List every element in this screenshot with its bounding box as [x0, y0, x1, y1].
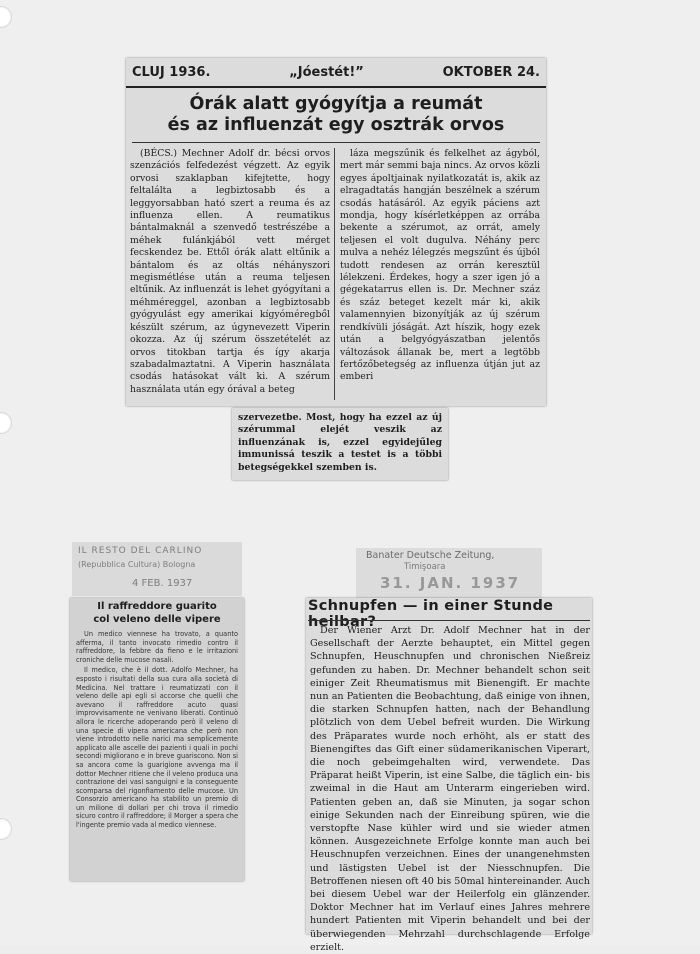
column-divider — [334, 148, 335, 400]
stamp-place: Timişoara — [404, 562, 446, 572]
newspaper-stamp — [356, 548, 542, 598]
article-body — [310, 624, 590, 954]
paragraph: Il medico, che è il dott. Adolfo Mechner, ha esposto i risultati della sua cura alla società di Medicina. Nel trattare i reumatizzati con il veleno delle api egli si accorse che quelli che avevano il raffreddore acuto quasi improvvisamente ne venivano liberati. Continuò allora le ricerche adoperando però il veleno di una specie di vipera americana che però non viene introdotto nelle narici ma semplicemente applicato alle ascelle dei pazienti i quali in pochi secondi migliorano e in breve guariscono. Non si sa ancora come la guarigione avvenga ma il dottor Mechner ritiene che il veleno produca una contrazione dei vasi sanguigni e la conseguente scomparsa del rigonfiamento delle mucose. Un Consorzio americano ha stabilito un premio di un milione di dollari per chi trova il rimedio sicuro contro il raffreddore; il Morger a spera che l'ingente premio vada al medico viennese. — [76, 666, 238, 830]
divider — [308, 620, 590, 621]
paragraph: láza megszűnik és felkelhet az ágyból, mert már semmi baja nincs. Az orvos közli egyes ápoltjainak nyilatkozatát is, akik az elragadtatás hangján beszélnek a szérum csodás hatásáról. Az egyik páciens azt mondja, hogy kísérletképpen az orrába bekente a szérumot, az orrát, amely teljesen el volt dugulva. Néhány perc mulva a nehéz lélegzés megszűnt és újból tudott rendesen az orrán keresztül lélekzeni. Érdekes, hogy a szer igen jó a gégekatarrus ellen is. Dr. Mechner száz és száz beteget kezelt már ki, akik valamennyien bizonyítják az új szérum rendkívüli jóságát. Azt híszik, hogy ezek után a belgyógyászatban jelentős változások állanak be, mert a legtöbb fertőzőbetegség az influenza útján jut az emberi — [340, 148, 541, 383]
stamp-place: (Repubblica Cultura) Bologna — [78, 560, 196, 569]
headline-line: col veleno delle vipere — [93, 614, 221, 625]
article-column-right — [340, 148, 540, 384]
headline-line: Il raffreddore guarito — [97, 601, 217, 612]
clipping-header — [126, 58, 546, 88]
newspaper-name: „Jóestét!” — [289, 64, 364, 80]
punch-hole — [0, 6, 12, 28]
headline-line: Órák alatt gyógyítja a reumát — [189, 94, 483, 114]
punch-hole — [0, 818, 12, 840]
italian-clipping — [70, 598, 244, 881]
divider — [132, 142, 540, 143]
paragraph: Un medico viennese ha trovato, a quanto afferma, il tanto invocato rimedio contro il raffreddore, la febbre da fieno e le irritazioni croniche delle mucose nasali. — [76, 630, 238, 664]
paragraph: Der Wiener Arzt Dr. Adolf Mechner hat in der Gesellschaft der Aerzte behauptet, ein Mittel gegen Schnupfen, Heuschnupfen und chronischen Nießreiz gefunden zu haben. Dr. Mechner behandelt schon seit einiger Zeit Rheumatismus mit Bienengift. Er machte nun an Patienten die Beobachtung, daß einige von ihnen, die starken Schnupfen hatten, nach der Behandlung plötzlich von dem Uebel befreit wurden. Die Wirkung des Präparates wurde noch erhöht, als er statt des Bienengiftes das Gift einer südamerikanischen Viperart, die noch gebeimgehalten wird, verwendete. Das Präparat heißt Viperin, ist eine Salbe, die täglich ein- bis zweimal in die Haut am Unterarm eingerieben wird. Patienten geben an, daß sie Minuten, ja sogar schon einige Sekunden nach der Einreibung spüren, wie die verstopfte Nase kühler wird und sie wieder atmen können. Ausgezeichnete Erfolge konnte man auch bei Heuschnupfen verzeichnen. Eines der unangenehmsten und lästigsten Uebel ist der Niesschnupfen. Die Betroffenen niesen oft 40 bis 50mal hintereinander. Auch bei diesem Uebel war der Heilerfolg ein glänzender. Doktor Mechner hat im Verlauf eines Jahres mehrere hundert Patienten mit Viperin behandelt und bei der überwiegenden Mehrzahl durchschlagende Erfolge erzielt. — [310, 625, 590, 953]
hungarian-clipping — [126, 58, 546, 406]
headline-line: és az influenzát egy osztrák orvos — [167, 115, 505, 135]
stamp-name: IL RESTO DEL CARLINO — [78, 546, 203, 556]
german-clipping — [306, 598, 592, 953]
newspaper-stamp — [72, 542, 242, 596]
paragraph: szervezetbe. Most, hogy ha ezzel az új szérummal elejét veszik az influenzának is, ezzel egyidejűleg immunissá teszik a testet is a többi betegségekkel szemben is. — [238, 412, 442, 473]
headline — [70, 600, 244, 626]
issue-date: OKTOBER 24. — [442, 64, 540, 80]
paragraph: (BÉCS.) Mechner Adolf dr. bécsi orvos szenzációs felfedezést végzett. Az egyik orvosi szaklapban kifejtette, hogy feltalálta a legbiztosabb és a leggyorsabban ható szert a reuma és az influenza ellen. A reumatikus bántalmaknál a szenvedő testrészébe a méhek fulánkjából vett mérget fecskendez be. Ettől órák alatt eltűnik a bántalom és az oltás néhányszori megismétlése után a reuma teljesen eltűnik. Az influenzát is lehet gyógyítani a méhméreggel, azonban a legbiztosabb gyógyulást egy amerikai kígyóméregből készült szérum, az úgynevezett Viperin okozza. Az új szérum összetételét az orvos titokban tartja és így akarja szabadalmaztatni. A Viperin használata csodás hatásokat vált ki. A szérum használata után egy órával a beteg — [130, 148, 330, 395]
headline — [126, 94, 546, 136]
headline: Schnupfen — in einer Stunde heilbar? — [308, 598, 554, 630]
stamp-date: 31. JAN. 1937 — [380, 574, 521, 592]
stamp-name: Banater Deutsche Zeitung, — [366, 550, 495, 561]
article-column-left — [130, 148, 330, 396]
hungarian-continuation — [232, 408, 448, 480]
article-body — [76, 630, 238, 832]
punch-hole — [0, 412, 12, 434]
stamp-date: 4 FEB. 1937 — [132, 578, 193, 589]
place-year: CLUJ 1936. — [132, 64, 211, 80]
